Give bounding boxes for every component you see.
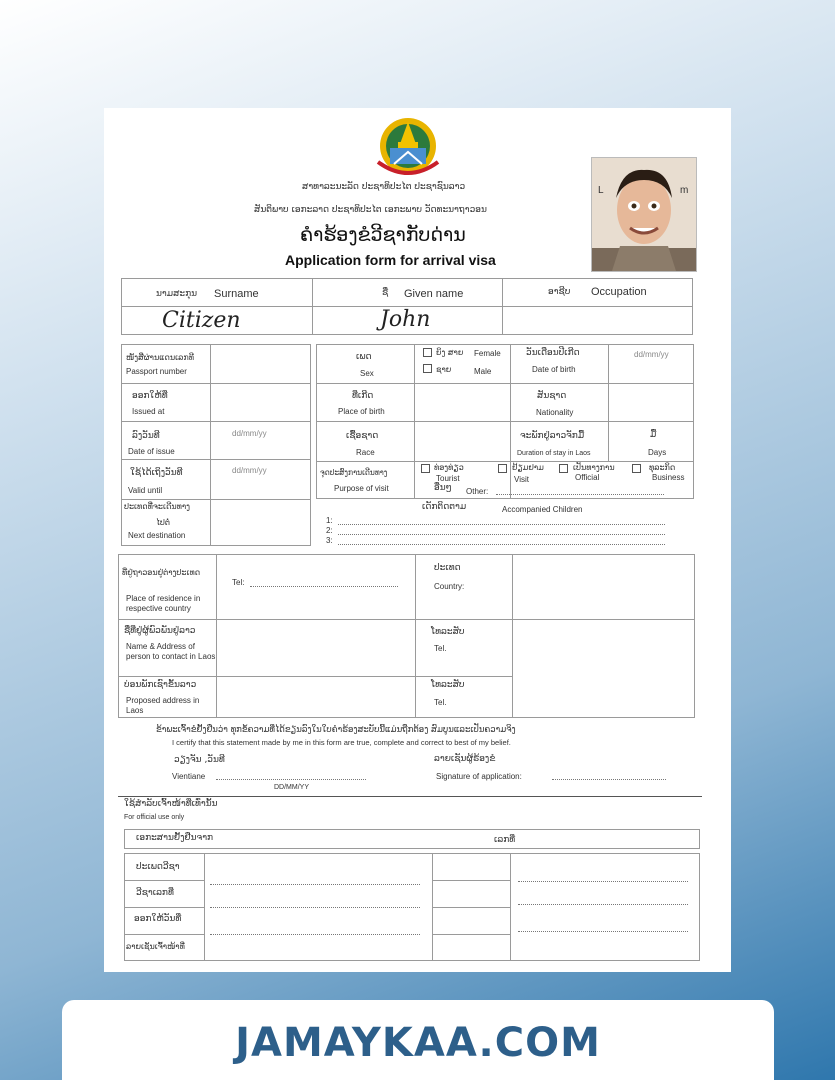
business-label: Business (652, 473, 685, 482)
proposed-tel-label: Tel. (434, 698, 447, 707)
visa-application-form (104, 108, 731, 972)
proposed-tel-lao: ໂທລະສັບ (431, 680, 465, 690)
sex-lao: ເພດ (356, 352, 372, 362)
tourist-lao: ທ່ອງທ່ຽວ (434, 463, 464, 472)
male-label: Male (474, 367, 492, 376)
official-checkbox[interactable] (559, 464, 568, 473)
photo-caption-right: m (680, 185, 689, 196)
place-label: Vientiane (172, 772, 206, 781)
other-label: Other: (466, 487, 489, 496)
official-use-lao: ໃຊ້ສຳລັບເຈົ້າໜ້າທີ່ເທົ່ານັ້ນ (124, 799, 218, 809)
official-field-1[interactable] (518, 881, 688, 882)
visa-number-field[interactable] (210, 907, 420, 908)
official-use-label: For official use only (124, 814, 185, 821)
contact-label: Name & Address of person to contact in Laos (126, 642, 216, 661)
female-label: Female (474, 349, 501, 358)
male-lao: ຊາຍ (436, 365, 452, 374)
purpose-lao: ຈຸດປະສົງການເດີນທາງ (320, 468, 388, 477)
passport-label: Passport number (126, 367, 187, 376)
pob-lao: ທີ່ເກີດ (352, 391, 374, 401)
certify-lao: ຂ້າພະເຈົ້າຂໍຢັ້ງຢືນວ່າ ທຸກຂໍ້ຄວາມທີ່ໄດ້ຂຽນລົງໃນໃບຄຳຮ້ອງສະບັບນີ້ແມ່ນຖືກຕ້ອງ ສົມບູນແລະເປັນຄວາມຈິງ (156, 725, 516, 735)
official-label: Official (575, 473, 600, 482)
header-lao-line1: ສາທາລະນະລັດ ປະຊາທິປະໄຕ ປະຊາຊົນລາວ (302, 182, 466, 192)
issue-date-field[interactable] (210, 934, 420, 935)
passport-lao: ໜັງສືຜ່ານແດນເລກທີ (126, 353, 194, 362)
signature-field[interactable] (552, 779, 666, 780)
official-num-lao: ເລກທີ່ (494, 835, 516, 845)
valid-until-field[interactable]: dd/mm/yy (232, 466, 267, 475)
female-lao: ຍິງ ສາຍ (436, 348, 464, 357)
race-label: Race (356, 448, 375, 457)
official-doc-lao: ເອກະສານຢັ້ງຢືນຈາກ (136, 833, 214, 843)
other-field[interactable] (496, 494, 664, 495)
brand-logo-text[interactable]: JAMAYKAA.COM (235, 1020, 601, 1066)
footer-banner (62, 1000, 774, 1080)
next-lao1: ປະເທດທີ່ຈະເດີນທາງ (124, 502, 191, 511)
country-lao: ປະເທດ (434, 563, 461, 573)
female-checkbox[interactable] (423, 348, 432, 357)
official-field-3[interactable] (518, 931, 688, 932)
issue-date-lao: ອອກໃຫ້ວັນທີ່ (134, 914, 182, 924)
residence-lao: ທີ່ຢູ່ຖາວອນຢູ່ຕ່າງປະເທດ (122, 568, 201, 577)
duration-lao: ຈະພັກຢູ່ລາວຈັກມື້ (520, 431, 585, 441)
signature-lao: ລາຍເຊັນຜູ້ຮ້ອງຂໍ (434, 754, 496, 764)
business-checkbox[interactable] (632, 464, 641, 473)
header-lao-title: ຄຳຮ້ອງຂໍວີຊາກັບດ່ານ (300, 224, 466, 246)
surname-field[interactable]: Citizen (162, 308, 241, 333)
photo-caption-left: L (598, 185, 604, 196)
given-label: Given name (404, 288, 464, 300)
child2-field[interactable] (338, 534, 665, 535)
visit-checkbox[interactable] (498, 464, 507, 473)
officer-signature-lao: ລາຍເຊັນເຈົ້າໜ້າທີ່ (126, 942, 185, 951)
certify-text: I certify that this statement made by me in this form are true, complete and correct to best of my belief. (172, 738, 511, 747)
contact-lao: ຊື່ທີ່ຢູ່ຜູ້ພົວພັນຢູ່ລາວ (124, 626, 196, 636)
date-format-label: DD/MM/YY (274, 784, 309, 791)
country-field[interactable] (513, 555, 694, 618)
valid-label: Valid until (128, 486, 163, 495)
duration-label: Duration of stay in Laos (517, 450, 591, 457)
given-lao: ຊື່ (382, 288, 389, 298)
visit-lao: ຢ້ຽມຢາມ (512, 463, 544, 472)
nationality-lao: ສັນຊາດ (537, 391, 567, 401)
race-lao: ເຊື້ອຊາດ (346, 431, 379, 441)
purpose-label: Purpose of visit (334, 484, 389, 493)
tourist-label: Tourist (436, 474, 460, 483)
next-lao2: ໄປຕໍ່ (156, 518, 171, 527)
child1-field[interactable] (338, 524, 665, 525)
next-label: Next destination (128, 531, 186, 540)
issued-lao: ອອກໃຫ້ທີ່ (132, 391, 168, 401)
children-label: Accompanied Children (502, 505, 583, 514)
official-field-2[interactable] (518, 904, 688, 905)
surname-label: Surname (214, 288, 259, 300)
residence-label: Place of residence in respective country (126, 594, 201, 613)
dob-field[interactable]: dd/mm/yy (634, 350, 669, 359)
contact-tel-lao: ໂທລະສັບ (431, 627, 465, 637)
lao-emblem-icon (370, 114, 446, 180)
children-lao: ເດັກຕິດຕາມ (422, 502, 467, 512)
proposed-lao: ບ່ອນພັກເຊົາຂັ້ນລາວ (124, 680, 197, 690)
occupation-lao: ອາຊີບ (548, 287, 571, 297)
date-issue-field[interactable]: dd/mm/yy (232, 429, 267, 438)
official-lao: ເປັນທາງການ (573, 463, 615, 472)
valid-lao: ໃຊ້ໄດ້ເຖິງວັນທີ (130, 468, 183, 478)
header-lao-line2: ສັນຕິພາບ ເອກະລາດ ປະຊາທິປະໄຕ ເອກະພາບ ວັດທະນາຖາວອນ (254, 205, 487, 215)
visa-number-lao: ວີຊາເລກທີ່ (136, 888, 174, 898)
date-issue-label: Date of issue (128, 447, 175, 456)
signature-label: Signature of application: (436, 772, 522, 781)
child1-label: 1: (326, 516, 333, 525)
applicant-photo (591, 157, 697, 272)
other-lao: ອື່ນໆ (434, 483, 452, 493)
sex-label: Sex (360, 369, 374, 378)
country-label: Country: (434, 582, 465, 591)
given-name-field[interactable]: John (380, 307, 431, 332)
pob-label: Place of birth (338, 407, 385, 416)
visa-type-field[interactable] (210, 884, 420, 885)
residence-tel-field[interactable] (250, 586, 398, 587)
occupation-label: Occupation (591, 286, 647, 298)
proposed-label: Proposed address in Laos (126, 696, 200, 715)
surname-lao: ນາມສະກຸນ (156, 289, 198, 299)
residence-tel-label: Tel: (232, 578, 245, 587)
child3-label: 3: (326, 536, 333, 545)
dob-lao: ວັນເດືອນປີເກີດ (526, 348, 580, 358)
date-issue-lao: ລົງວັນທີ (132, 431, 160, 441)
child2-label: 2: (326, 526, 333, 535)
male-checkbox[interactable] (423, 364, 432, 373)
occupation-field[interactable] (503, 307, 692, 334)
days-label: Days (648, 448, 667, 457)
business-lao: ທຸລະກິດ (649, 463, 676, 472)
visit-label: Visit (514, 475, 529, 484)
contact-tel-label: Tel. (434, 644, 447, 653)
nationality-label: Nationality (536, 408, 574, 417)
child3-field[interactable] (338, 544, 665, 545)
dob-label: Date of birth (532, 365, 576, 374)
place-lao: ວຽງຈັນ ,ວັນທີ (174, 755, 225, 765)
tourist-checkbox[interactable] (421, 464, 430, 473)
date-field[interactable] (216, 779, 366, 780)
days-lao: ມື້ (650, 430, 657, 440)
visa-type-lao: ປະເພດວີຊາ (136, 862, 180, 872)
issued-label: Issued at (132, 407, 165, 416)
form-title: Application form for arrival visa (285, 252, 496, 268)
